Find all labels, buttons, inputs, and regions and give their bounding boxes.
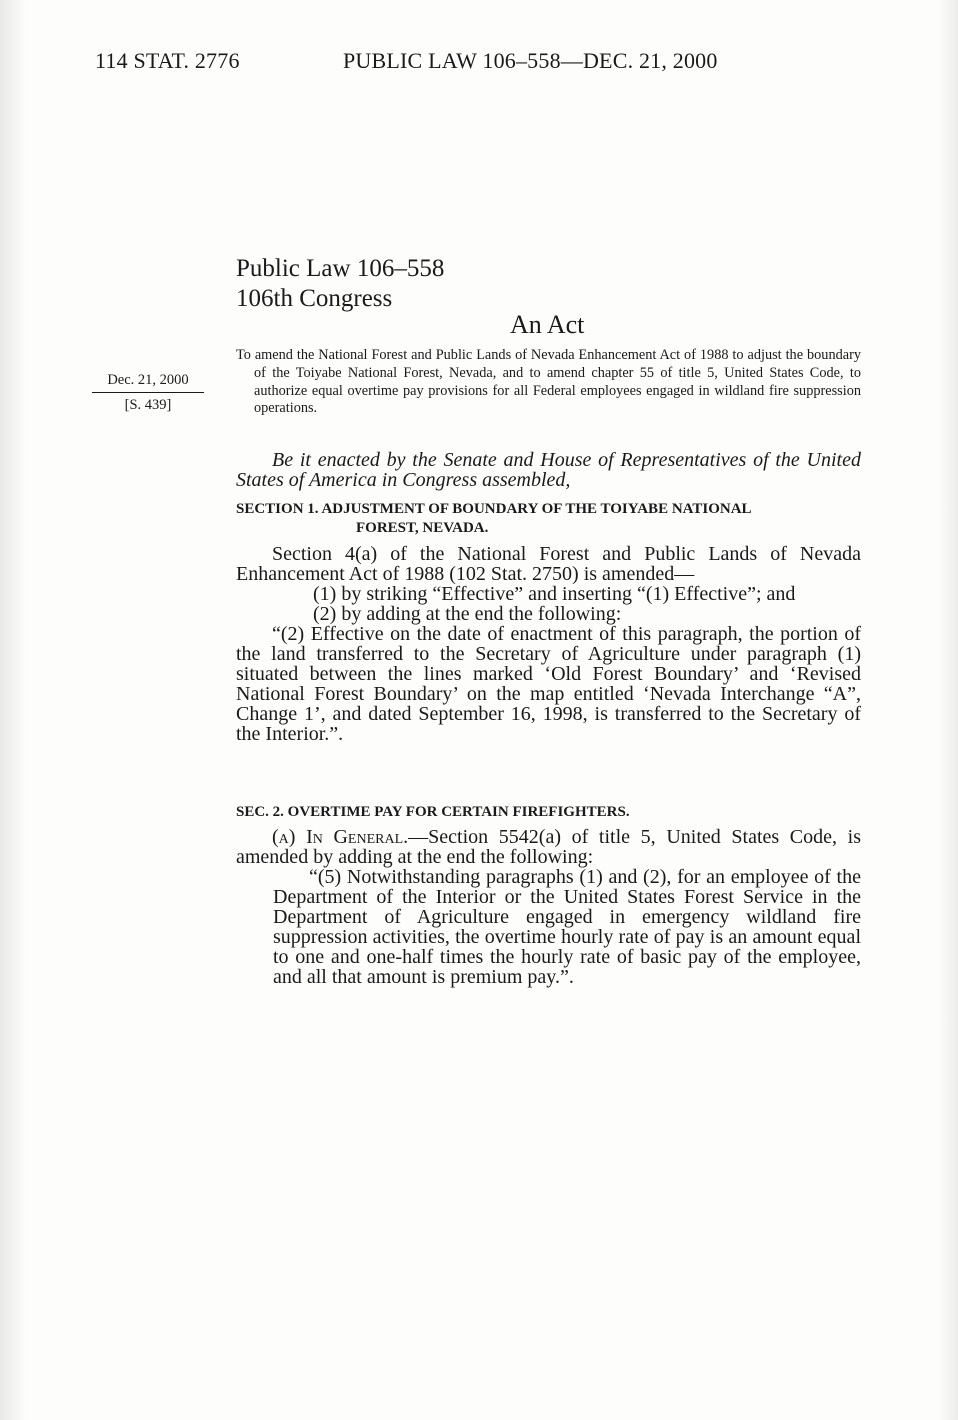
subsection-a-text: —Section 5542(a) of title 5, United States Code, is amended by adding at the end the following:	[236, 826, 862, 868]
law-number: Public Law 106–558	[236, 255, 445, 282]
stat-page-number: 114 STAT. 2776	[95, 48, 240, 73]
act-purpose	[236, 347, 861, 418]
section-2-body	[236, 827, 861, 987]
enacting-clause	[236, 450, 861, 490]
purpose-text: To amend the National Forest and Public Lands of Nevada Enhancement Act of 1988 to adjust the boundary of the Toiyabe National Forest, Nevada, and to amend chapter 55 of title 5, United States Code, to authorize equal overtime pay provisions for all Federal employees engaged in wildland fire suppression operations.	[236, 347, 861, 417]
section-2-subsection-a	[236, 827, 861, 867]
section-1-intro: Section 4(a) of the National Forest and Public Lands of Nevada Enhancement Act of 1988 (102 Stat. 2750) is amended—	[236, 543, 861, 585]
section-1-heading-label: SECTION 1. ADJUSTMENT OF BOUNDARY OF THE TOIYABE NATIONAL	[236, 501, 752, 517]
section-1-quoted-paragraph: “(2) Effective on the date of enactment of this paragraph, the portion of the land transferred to the Secretary of Agriculture under paragraph (1) situated between the lines marked ‘Old Forest Boundary’ and ‘Revised National Forest Boundary’ on the map entitled ‘Nevada Interchange “A”, Change 1’, and dated September 16, 1998, is transferred to the Secretary of the Interior.”.	[236, 623, 861, 745]
act-heading: An Act	[510, 310, 585, 339]
section-1-item-1: (1) by striking “Effective” and inserting “(1) Effective”; and	[313, 583, 796, 605]
subsection-a-label: (a) In General.	[272, 826, 409, 848]
section-1-body	[236, 544, 861, 744]
enacting-text: Be it enacted by the Senate and House of Representatives of the United States of America in Congress assembled,	[236, 449, 861, 491]
section-1-heading	[236, 500, 861, 538]
page-edge-left	[0, 0, 26, 1420]
margin-date: Dec. 21, 2000	[92, 372, 204, 393]
section-1-heading-cont: FOREST, NEVADA.	[356, 520, 489, 536]
section-1-item-2: (2) by adding at the end the following:	[313, 603, 622, 625]
margin-bill-number: [S. 439]	[124, 397, 172, 413]
section-2-quoted-paragraph: “(5) Notwithstanding paragraphs (1) and (2), for an employee of the Department of the Interior or the United States Forest Service in the Department of Agriculture engaged in emergency wildland fire suppression activities, the overtime hourly rate of pay is an amount equal to one and one-half times the hourly rate of basic pay of the employee, and all that amount is premium pay.”.	[273, 866, 861, 988]
law-date-header: PUBLIC LAW 106–558—DEC. 21, 2000	[343, 48, 718, 73]
law-title	[236, 254, 444, 314]
congress-number: 106th Congress	[236, 285, 393, 312]
page-edge-right	[938, 0, 958, 1420]
section-2-heading: SEC. 2. OVERTIME PAY FOR CERTAIN FIREFIGHTERS.	[236, 804, 630, 820]
margin-note	[92, 372, 204, 414]
